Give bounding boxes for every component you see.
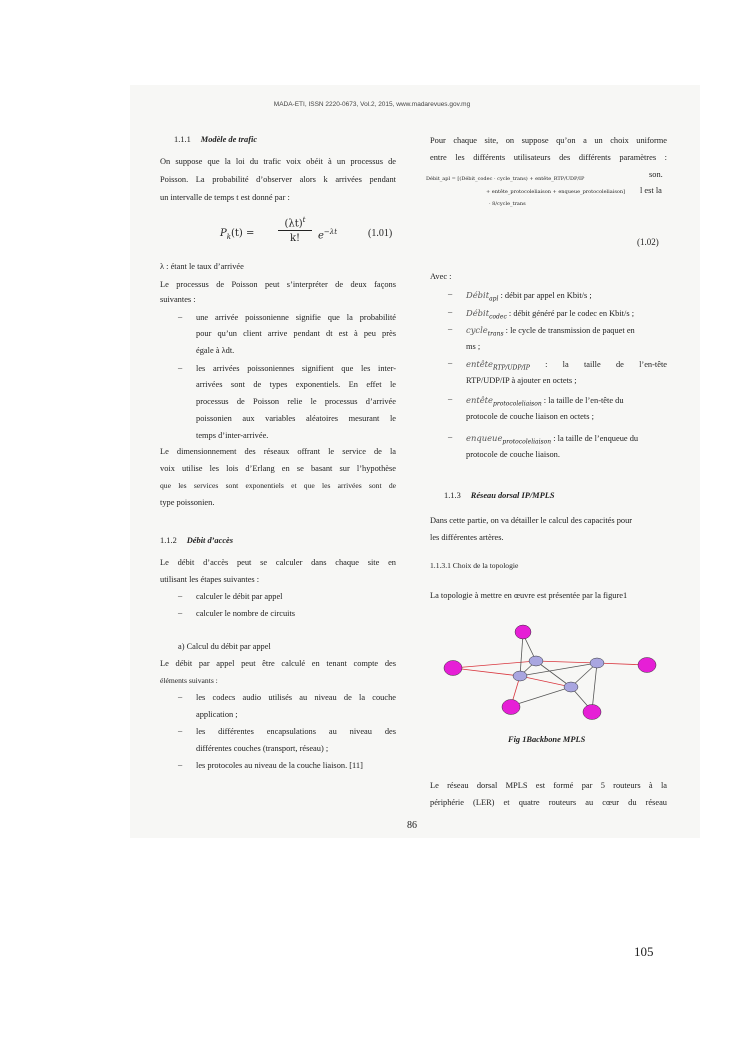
definition-text: : la taille de l’en-tête du (541, 396, 624, 405)
lsr-node (513, 671, 527, 681)
variable-subscript: trans (487, 330, 504, 338)
link (511, 687, 571, 706)
section-1-1-2-heading: 1.1.2 Débit d’accès (160, 536, 234, 545)
ler-node (583, 705, 601, 720)
definition-text: : la taille de l’enqueue du (551, 434, 639, 443)
ler-nodes (444, 625, 656, 720)
definition-text: ms ; (466, 342, 481, 351)
link (536, 661, 597, 663)
link (453, 668, 520, 676)
outer-page-number: 105 (634, 944, 654, 959)
variable-subscript: apl (489, 295, 499, 303)
definition-text: : la taille de l’en-tête (529, 360, 667, 369)
variable-symbol: cycle (466, 325, 488, 335)
link (592, 663, 597, 711)
dash: – (448, 324, 453, 333)
definition-text: protocole de couche liaison en octets ; (466, 412, 594, 421)
ler-node (444, 661, 462, 676)
section-1-1-3-1-heading: 1.1.3.1 Choix de la topologie (430, 561, 519, 570)
definition-text: : le cycle de transmission de paquet en (503, 326, 635, 335)
variable-symbol: entête (466, 395, 493, 405)
equation-1-01: $P_k(t)$ = $(\lambda t)^t$ k! $e^{-\lambda t}$ (1.01) (220, 216, 393, 244)
section-1-1-3-heading: 1.1.3 Réseau dorsal IP/MPLS (444, 491, 555, 500)
dash: – (448, 394, 453, 403)
ler-node (638, 658, 656, 673)
avec-label: Avec : (430, 272, 452, 281)
links (453, 634, 647, 711)
definition-text: : débit généré par le codec en Kbit/s ; (506, 309, 635, 318)
lsr-node (564, 682, 578, 692)
subsection-a: a) Calcul du débit par appel (178, 642, 271, 651)
lsr-node (529, 656, 543, 666)
variable-subscript: protocoleliaison (502, 438, 552, 446)
link (453, 661, 536, 668)
variable-symbol: entête (466, 359, 493, 369)
lambda-definition: λ : étant le taux d’arrivée (160, 262, 244, 271)
dash: – (448, 432, 453, 441)
definition-text: RTP/UDP/IP à ajouter en octets ; (466, 376, 577, 385)
dash: – (448, 358, 453, 367)
lsr-node (590, 658, 604, 668)
ler-node (502, 700, 520, 715)
dash: – (448, 307, 453, 316)
variable-symbol: Débit (466, 308, 490, 318)
journal-header: MADA-ETI, ISSN 2220-0673, Vol.2, 2015, www.madarevues.gov.mg (273, 101, 471, 108)
variable-symbol: enqueue (466, 433, 503, 443)
page-number: 86 (407, 820, 417, 831)
variable-subscript: protocoleliaison (493, 400, 542, 408)
definition-text: protocole de couche liaison. (466, 450, 560, 459)
variable-subscript: codec (489, 313, 507, 321)
definition-text: : débit par appel en Kbit/s ; (498, 291, 592, 300)
dash: – (448, 289, 453, 298)
ler-node (515, 625, 531, 639)
link (520, 634, 523, 676)
backbone-mpls-figure (440, 620, 660, 722)
section-1-1-1-heading: 1.1.1 Modèle de trafic (174, 135, 258, 144)
figure-caption: Fig 1Backbone MPLS (508, 735, 586, 744)
variable-symbol: Débit (466, 290, 490, 300)
variable-subscript: RTP/UDP/IP (493, 364, 530, 372)
right-paragraph-3: La topologie à mettre en œuvre est présentée par la figure1 (430, 591, 628, 600)
